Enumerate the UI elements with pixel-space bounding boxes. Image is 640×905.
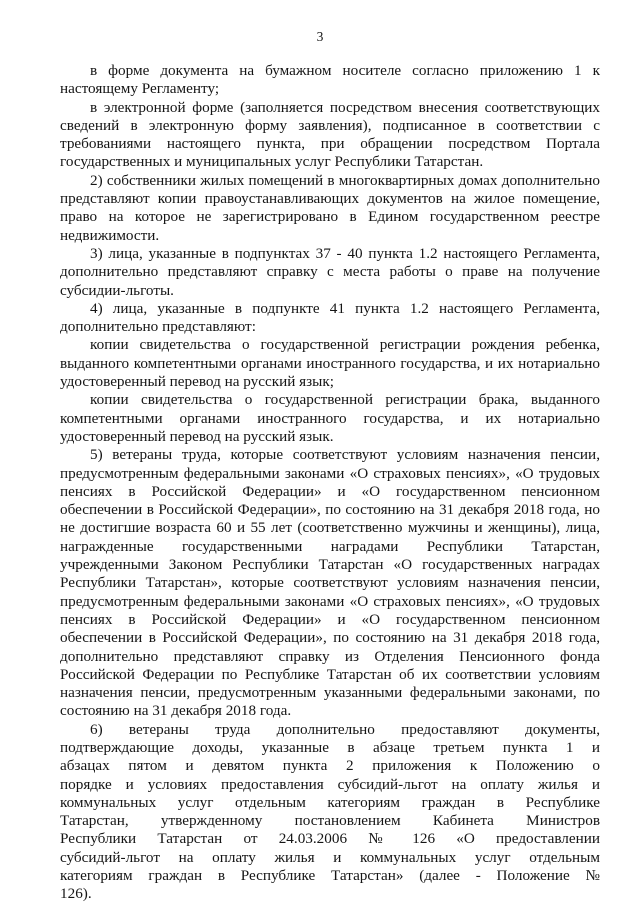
paragraph-item-5-labor-veterans: 5) ветераны труда, которые соответствуют условиям назначения пенсии, предусмотренным федеральными законами «О страховых пенсиях», «О трудовых пенсиях в Российской Федерации» и «О государственном пенсионном обеспечении в Российской Федерации», по состоянию на 31 декабря 2018 года, но не достигшие возраста 60 и 55 лет (соответственно мужчины и женщины), лица, награжденные государственными наградами Республики Татарстан, учрежденными Законом Республики Татарстан «О государственных наградах Республики Татарстан», которые соответствуют условиям назначения пенсии, предусмотренным федеральными законами «О страховых пенсиях», «О трудовых пенсиях в Российской Федерации» и «О государственном пенсионном обеспечении в Российской Федерации», по состоянию на 31 декабря 2018 года, дополнительно представляют справку из Отделения Пенсионного фонда Российской Федерации по Республике Татарстан об их соответствии условиям назначения пенсии, предусмотренным указанными федеральными законами, по состоянию на 31 декабря 2018 года. xyxy=(60,446,600,720)
paragraph-item-4-persons: 4) лица, указанные в подпункте 41 пункта 1.2 настоящего Регламента, дополнительно представляют: xyxy=(60,299,600,336)
paragraph-item-3-work-certificate: 3) лица, указанные в подпунктах 37 - 40 пункта 1.2 настоящего Регламента, дополнительно представляют справку с места работы о праве на получение субсидии-льготы. xyxy=(60,244,600,299)
paragraph-birth-certificate-copies: копии свидетельства о государственной регистрации рождения ребенка, выданного компетентными органами иностранного государства, и их нотариально удостоверенный перевод на русский язык; xyxy=(60,336,600,391)
page-number: 3 xyxy=(316,29,324,44)
document-body xyxy=(60,62,600,904)
paragraph-paper-form: в форме документа на бумажном носителе согласно приложению 1 к настоящему Регламенту; xyxy=(60,62,600,98)
paragraph-item-6-income-documents: 6) ветераны труда дополнительно предоставляют документы, подтверждающие доходы, указанные в абзаце третьем пункта 1 и абзацах пятом и девятом пункта 2 приложения к Положению о порядке и условиях предоставления субсидий-льгот на оплату жилья и коммунальных услуг отдельным категориям граждан в Республике Татарстан, утвержденному постановлением Кабинета Министров Республики Татарстан от 24.03.2006 № 126 «О предоставлении субсидий-льгот на оплату жилья и коммунальных услуг отдельным категориям граждан в Республике Татарстан» (далее - Положение № 126). xyxy=(60,720,600,903)
paragraph-marriage-certificate-copies: копии свидетельства о государственной регистрации брака, выданного компетентными органами иностранного государства, и их нотариально удостоверенный перевод на русский язык. xyxy=(60,391,600,445)
paragraph-item-2-owners: 2) собственники жилых помещений в многоквартирных домах дополнительно представляют копии правоустанавливающих документов на жилое помещение, право на которое не зарегистрировано в Едином государственном реестре недвижимости. xyxy=(60,171,600,244)
paragraph-electronic-form: в электронной форме (заполняется посредством внесения соответствующих сведений в электронную форму заявления), подписанное в соответствии с требованиями настоящего пункта, при обращении посредством Портала государственных и муниципальных услуг Республики Татарстан. xyxy=(60,98,600,171)
